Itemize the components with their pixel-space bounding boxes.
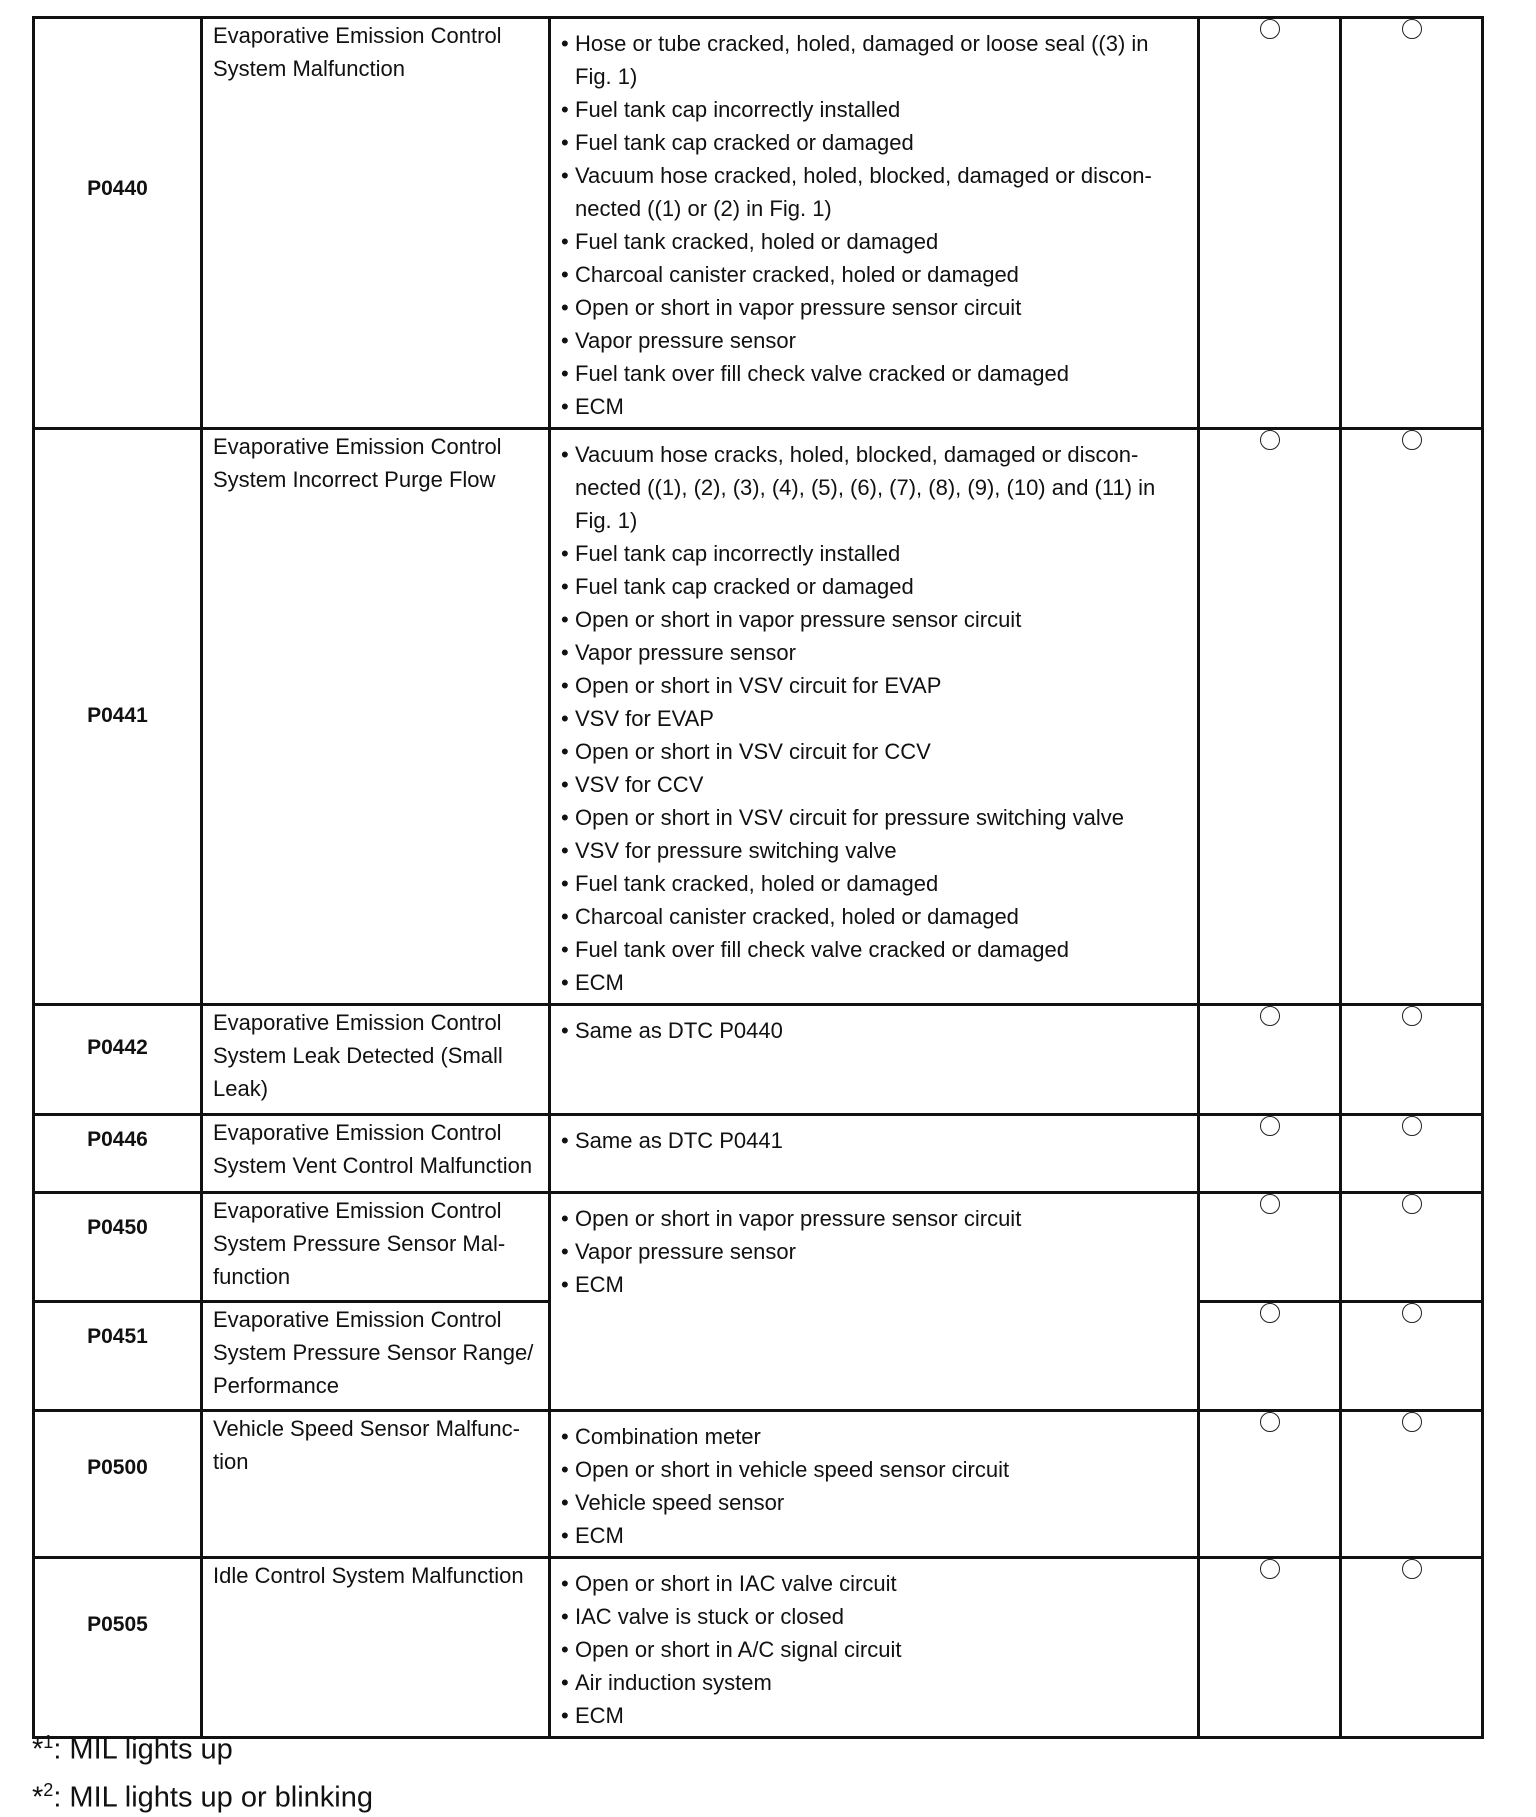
dtc-code: P0450 (87, 1216, 148, 1239)
mil-mark-cell (1341, 1558, 1483, 1738)
trouble-area-cell (550, 429, 1199, 1005)
dtc-code: P0442 (87, 1036, 148, 1059)
dtc-code-cell (34, 1005, 202, 1115)
mil-mark-cell (1341, 18, 1483, 429)
mil-mark-cell (1341, 1302, 1483, 1411)
dtc-code-cell (34, 429, 202, 1005)
dtc-code: P0440 (87, 177, 148, 200)
detection-item: Evaporative Emission Control System Pressure Sensor Range/ Performance (213, 1307, 534, 1398)
trouble-area-list (551, 19, 1197, 427)
circle-mark-icon (1260, 430, 1280, 450)
detection-item: Evaporative Emission Control System Pressure Sensor Mal- function (213, 1198, 506, 1289)
trouble-area-item: • Fuel tank cap incorrectly installed (561, 93, 1189, 126)
dtc-code: P0505 (87, 1613, 148, 1636)
trouble-area-item: • Open or short in vapor pressure sensor circuit (561, 603, 1189, 636)
trouble-area-cell (550, 1193, 1199, 1411)
trouble-area-item: • Hose or tube cracked, holed, damaged or loose seal ((3) in Fig. 1) (561, 27, 1189, 93)
trouble-area-item: • Combination meter (561, 1420, 1189, 1453)
footnote-number: 2 (43, 1779, 54, 1800)
detection-item-cell (202, 1115, 550, 1193)
footnote (32, 1770, 373, 1817)
circle-mark-icon (1402, 1412, 1422, 1432)
mil-mark-cell (1199, 18, 1341, 429)
dtc-code: P0446 (87, 1128, 148, 1151)
trouble-area-item: • Vacuum hose cracked, holed, blocked, damaged or discon- nected ((1) or (2) in Fig. 1) (561, 159, 1189, 225)
trouble-area-cell (550, 1005, 1199, 1115)
mil-mark-cell (1199, 1115, 1341, 1193)
dtc-code-cell (34, 18, 202, 429)
trouble-area-item: • IAC valve is stuck or closed (561, 1600, 1189, 1633)
trouble-area-item: • Same as DTC P0440 (561, 1014, 1189, 1047)
trouble-area-list (551, 1006, 1197, 1051)
trouble-area-item: • Fuel tank cap cracked or damaged (561, 570, 1189, 603)
trouble-area-item: • Open or short in IAC valve circuit (561, 1567, 1189, 1600)
trouble-area-item: • ECM (561, 1268, 1189, 1301)
trouble-area-item: • Fuel tank over fill check valve cracked or damaged (561, 933, 1189, 966)
table-row (34, 1411, 1483, 1558)
trouble-area-item: • ECM (561, 1699, 1189, 1732)
dtc-code: P0500 (87, 1456, 148, 1479)
footnote-marker: * (32, 1781, 44, 1814)
trouble-area-item: • Vapor pressure sensor (561, 636, 1189, 669)
dtc-code-cell (34, 1558, 202, 1738)
trouble-area-item: • ECM (561, 1519, 1189, 1552)
table-row (34, 429, 1483, 1005)
trouble-area-item: • Fuel tank over fill check valve cracked or damaged (561, 357, 1189, 390)
mil-mark-cell (1199, 1302, 1341, 1411)
mil-mark-cell (1199, 1411, 1341, 1558)
footnote-marker: * (32, 1733, 44, 1766)
trouble-area-item: • VSV for pressure switching valve (561, 834, 1189, 867)
trouble-area-item: • Open or short in VSV circuit for EVAP (561, 669, 1189, 702)
detection-item-cell (202, 429, 550, 1005)
mil-mark-cell (1199, 1193, 1341, 1302)
dtc-code-cell (34, 1411, 202, 1558)
trouble-area-cell (550, 1558, 1199, 1738)
detection-item-cell (202, 1302, 550, 1411)
circle-mark-icon (1402, 430, 1422, 450)
circle-mark-icon (1402, 1559, 1422, 1579)
trouble-area-item: • Same as DTC P0441 (561, 1124, 1189, 1157)
footnotes (32, 1722, 373, 1817)
trouble-area-item: • Open or short in VSV circuit for pressure switching valve (561, 801, 1189, 834)
mil-mark-cell (1199, 429, 1341, 1005)
circle-mark-icon (1260, 19, 1280, 39)
trouble-area-item: • Vapor pressure sensor (561, 1235, 1189, 1268)
dtc-code-cell (34, 1302, 202, 1411)
trouble-area-list (551, 430, 1197, 1003)
detection-item: Idle Control System Malfunction (213, 1563, 524, 1588)
mil-mark-cell (1341, 1005, 1483, 1115)
dtc-table (32, 16, 1484, 1739)
table-row (34, 1558, 1483, 1738)
trouble-area-item: • ECM (561, 390, 1189, 423)
trouble-area-cell (550, 1411, 1199, 1558)
dtc-code-cell (34, 1193, 202, 1302)
detection-item-cell (202, 1005, 550, 1115)
detection-item: Evaporative Emission Control System Vent Control Malfunction (213, 1120, 533, 1178)
circle-mark-icon (1402, 19, 1422, 39)
circle-mark-icon (1402, 1303, 1422, 1323)
trouble-area-cell (550, 1115, 1199, 1193)
trouble-area-item: • Fuel tank cracked, holed or damaged (561, 225, 1189, 258)
table-row (34, 1005, 1483, 1115)
mil-mark-cell (1341, 1193, 1483, 1302)
table-row (34, 1115, 1483, 1193)
footnote-text: : MIL lights up or blinking (53, 1781, 374, 1814)
trouble-area-item: • Fuel tank cap cracked or damaged (561, 126, 1189, 159)
trouble-area-item: • Open or short in vapor pressure sensor circuit (561, 1202, 1189, 1235)
trouble-area-item: • Fuel tank cracked, holed or damaged (561, 867, 1189, 900)
detection-item-cell (202, 1193, 550, 1302)
trouble-area-list (551, 1116, 1197, 1161)
circle-mark-icon (1260, 1559, 1280, 1579)
dtc-code: P0451 (87, 1325, 148, 1348)
trouble-area-item: • Fuel tank cap incorrectly installed (561, 537, 1189, 570)
footnote (32, 1722, 373, 1770)
circle-mark-icon (1260, 1006, 1280, 1026)
footnote-number: 1 (43, 1732, 54, 1752)
dtc-code: P0441 (87, 704, 148, 727)
trouble-area-cell (550, 18, 1199, 429)
footnote-text: : MIL lights up (53, 1733, 233, 1766)
trouble-area-list (551, 1412, 1197, 1556)
trouble-area-item: • Open or short in A/C signal circuit (561, 1633, 1189, 1666)
mil-mark-cell (1199, 1558, 1341, 1738)
detection-item: Vehicle Speed Sensor Malfunc- tion (213, 1416, 520, 1474)
trouble-area-item: • Open or short in vehicle speed sensor circuit (561, 1453, 1189, 1486)
trouble-area-list (551, 1559, 1197, 1736)
circle-mark-icon (1402, 1116, 1422, 1136)
trouble-area-item: • Open or short in vapor pressure sensor circuit (561, 291, 1189, 324)
circle-mark-icon (1260, 1194, 1280, 1214)
mil-mark-cell (1341, 429, 1483, 1005)
trouble-area-item: • Vacuum hose cracks, holed, blocked, damaged or discon- nected ((1), (2), (3), (4), (5), (6), (7), (8), (9), (10) and (11) in Fig. 1) (561, 438, 1189, 537)
mil-mark-cell (1341, 1115, 1483, 1193)
mil-mark-cell (1341, 1411, 1483, 1558)
trouble-area-item: • Air induction system (561, 1666, 1189, 1699)
table-row (34, 18, 1483, 429)
circle-mark-icon (1260, 1412, 1280, 1432)
trouble-area-item: • VSV for CCV (561, 768, 1189, 801)
circle-mark-icon (1260, 1116, 1280, 1136)
trouble-area-item: • Vehicle speed sensor (561, 1486, 1189, 1519)
trouble-area-item: • VSV for EVAP (561, 702, 1189, 735)
trouble-area-item: • Charcoal canister cracked, holed or damaged (561, 900, 1189, 933)
detection-item: Evaporative Emission Control System Incorrect Purge Flow (213, 434, 502, 492)
detection-item-cell (202, 1558, 550, 1738)
trouble-area-item: • Open or short in VSV circuit for CCV (561, 735, 1189, 768)
detection-item: Evaporative Emission Control System Leak Detected (Small Leak) (213, 1010, 503, 1101)
trouble-area-item: • Vapor pressure sensor (561, 324, 1189, 357)
dtc-code-cell (34, 1115, 202, 1193)
detection-item-cell (202, 18, 550, 429)
circle-mark-icon (1402, 1006, 1422, 1026)
trouble-area-list (551, 1194, 1197, 1305)
detection-item: Evaporative Emission Control System Malfunction (213, 23, 502, 81)
circle-mark-icon (1260, 1303, 1280, 1323)
circle-mark-icon (1402, 1194, 1422, 1214)
mil-mark-cell (1199, 1005, 1341, 1115)
trouble-area-item: • Charcoal canister cracked, holed or damaged (561, 258, 1189, 291)
trouble-area-item: • ECM (561, 966, 1189, 999)
table-row (34, 1193, 1483, 1302)
detection-item-cell (202, 1411, 550, 1558)
